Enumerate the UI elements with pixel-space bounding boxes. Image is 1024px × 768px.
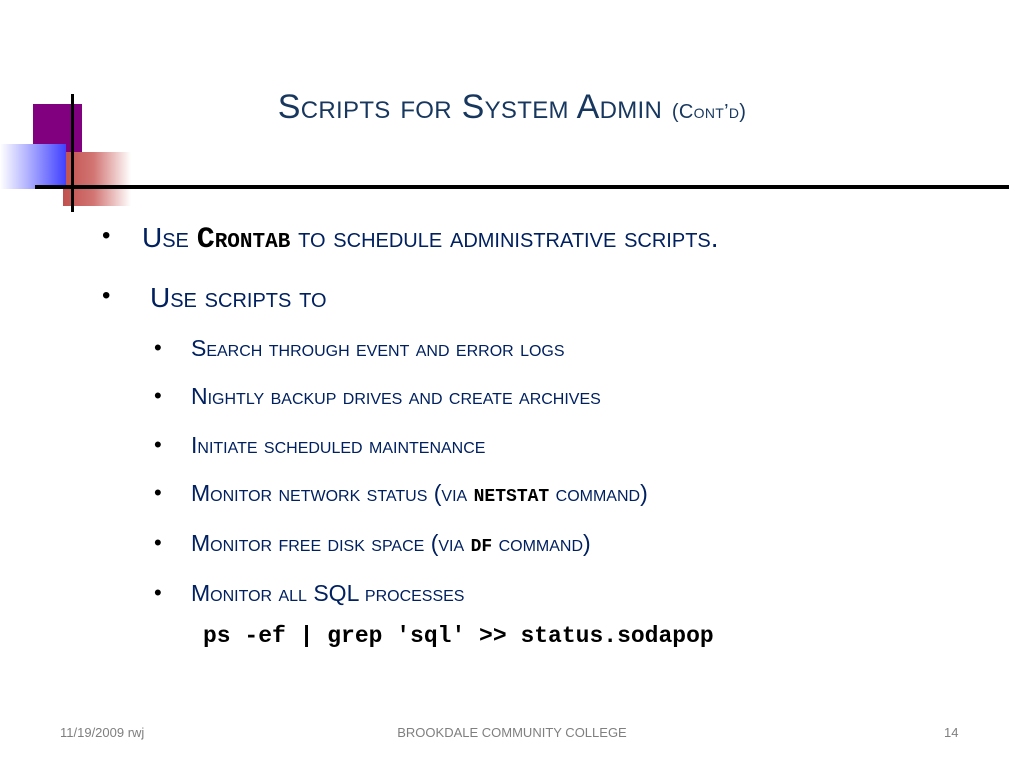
sub-bullet-nightly-backup bbox=[154, 383, 601, 410]
sub-bullet-text-pre: Monitor free disk space (via bbox=[191, 530, 465, 556]
sub-bullet-text: Monitor all SQL processes bbox=[191, 580, 465, 606]
slide-title-main: Scripts for System Admin bbox=[277, 88, 663, 126]
sub-bullet-text-pre: Monitor network status (via bbox=[191, 480, 468, 506]
title-underline-rule bbox=[35, 185, 1009, 189]
sub-bullet-network-status bbox=[154, 480, 648, 509]
slide-title-sub: (Cont’d) bbox=[671, 101, 747, 123]
sub-bullet-text-post: command) bbox=[498, 530, 591, 556]
sub-bullet-text: Initiate scheduled maintenance bbox=[191, 432, 486, 458]
bullet-dot-icon: • bbox=[102, 222, 111, 249]
bullet-text: Use scripts to bbox=[150, 282, 327, 313]
sub-bullet-text: Nightly backup drives and create archives bbox=[191, 383, 601, 409]
bullet-dot-icon: • bbox=[154, 335, 162, 360]
slide-title bbox=[0, 88, 1024, 127]
sub-bullet-maintenance bbox=[154, 432, 486, 459]
bullet-crontab bbox=[102, 222, 719, 257]
bullet-dot-icon: • bbox=[154, 432, 162, 457]
bullet-text-post: to schedule administrative scripts. bbox=[298, 222, 719, 253]
blue-square-decoration bbox=[0, 144, 66, 189]
code-df: df bbox=[470, 530, 493, 559]
code-crontab: Crontab bbox=[196, 223, 291, 257]
slide-number: 14 bbox=[944, 725, 959, 740]
sub-bullet-sql-processes bbox=[154, 580, 465, 607]
footer-date: 11/19/2009 rwj bbox=[60, 725, 145, 740]
code-netstat: netstat bbox=[473, 480, 550, 509]
bullet-dot-icon: • bbox=[102, 282, 111, 309]
bullet-dot-icon: • bbox=[154, 580, 162, 605]
command-example: ps -ef | grep 'sql' >> status.sodapop bbox=[203, 623, 714, 649]
footer-center-text: BROOKDALE COMMUNITY COLLEGE bbox=[397, 725, 627, 740]
bullet-use-scripts bbox=[102, 282, 327, 314]
bullet-dot-icon: • bbox=[154, 383, 162, 408]
sub-bullet-search-logs bbox=[154, 335, 565, 362]
bullet-dot-icon: • bbox=[154, 530, 162, 555]
bullet-text-pre: Use bbox=[142, 222, 189, 253]
sub-bullet-text: Search through event and error logs bbox=[191, 335, 565, 361]
sub-bullet-text-post: command) bbox=[555, 480, 648, 506]
sub-bullet-disk-space bbox=[154, 530, 591, 559]
bullet-dot-icon: • bbox=[154, 480, 162, 505]
